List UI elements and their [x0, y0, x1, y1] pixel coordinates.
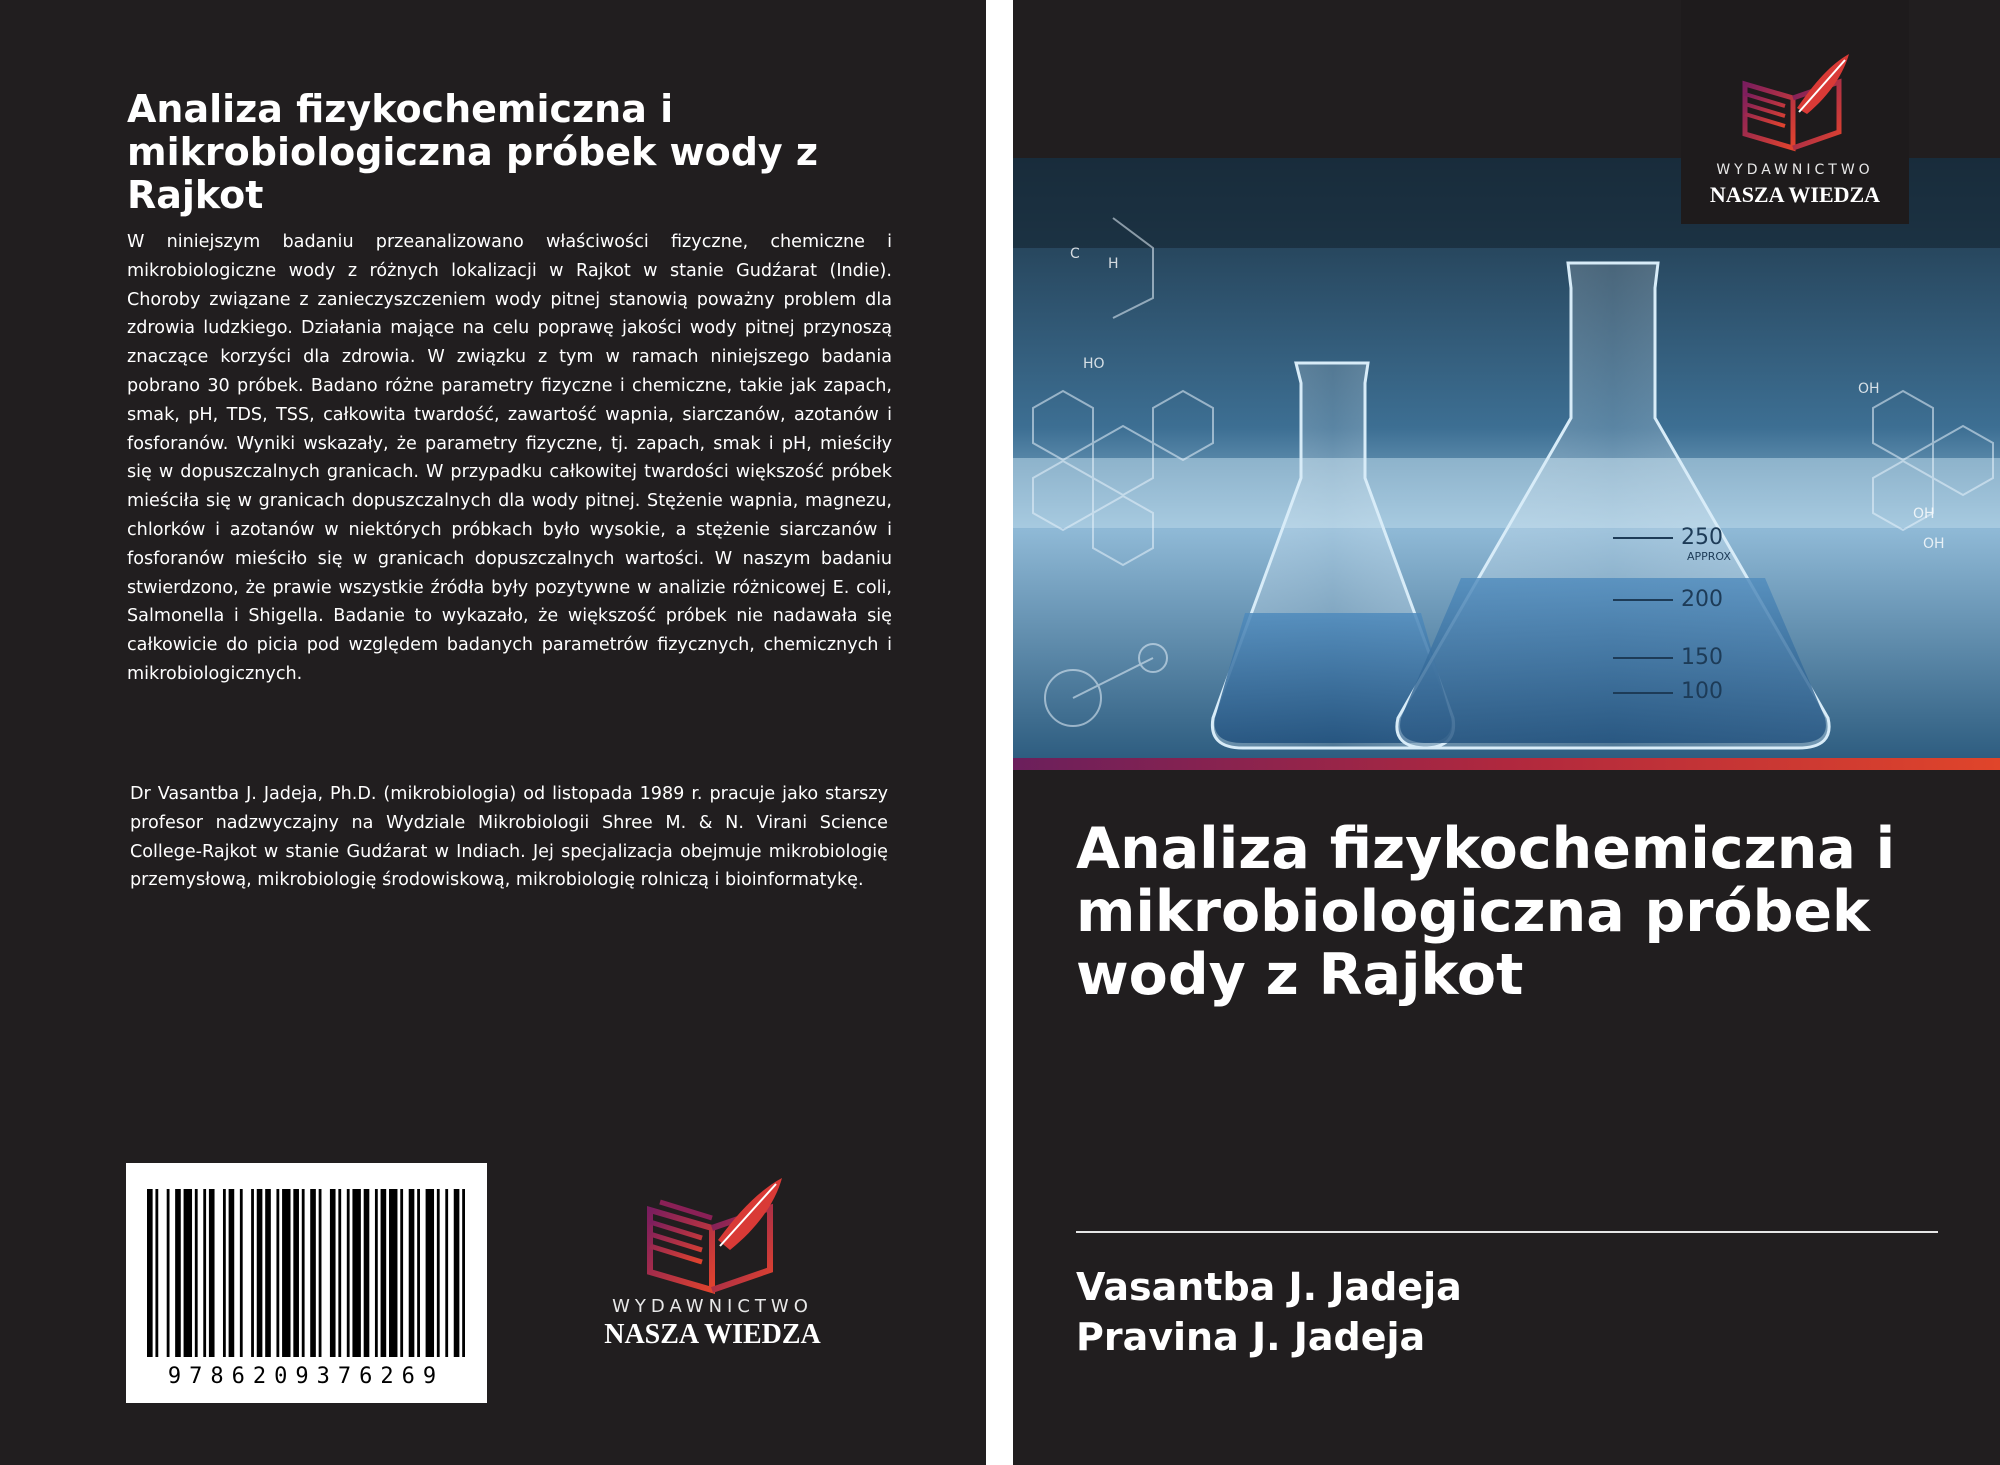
barcode-bar — [167, 1189, 170, 1357]
publisher-name: NASZA WIEDZA — [604, 1319, 821, 1350]
barcode-bar — [147, 1189, 153, 1357]
publisher-small-text: WYDAWNICTWO — [1716, 162, 1874, 178]
barcode-bar — [454, 1189, 460, 1357]
barcode-bar — [338, 1189, 341, 1357]
barcode-bar — [364, 1189, 370, 1357]
barcode-bar — [203, 1189, 206, 1357]
front-cover-title: Analiza fizykochemiczna i mikrobiologiczna próbek wody z Rajkot — [1076, 816, 1896, 1008]
barcode-bars — [147, 1189, 465, 1369]
cover-divider — [986, 0, 1013, 1465]
barcode-bar — [265, 1189, 271, 1357]
flask-mark-approx: APPROX — [1687, 550, 1731, 563]
barcode-bar — [445, 1189, 448, 1357]
barcode-bar — [381, 1189, 387, 1357]
publisher-name: NASZA WIEDZA — [1709, 182, 1881, 207]
flask-mark-250: 250 — [1681, 525, 1723, 550]
barcode-bar — [426, 1189, 434, 1357]
accent-strip — [1013, 758, 2000, 770]
image-label-c: C — [1070, 246, 1080, 262]
flask-mark-200: 200 — [1681, 587, 1723, 612]
back-cover-abstract: W niniejszym badaniu przeanalizowano właściwości fizyczne, chemiczne i mikrobiologiczne wody z różnych lokalizacji w Rajkot w stanie Gudźarat (Indie). Choroby związane z zanieczyszczeniem wody pitnej stanowią poważny problem dla zdrowia ludzkiego. Działania mające na celu poprawę jakości wody pitnej przynoszą znaczące korzyści dla zdrowia. W związku z tym w ramach niniejszego badania pobrano 30 próbek. Badano różne parametry fizyczne i chemiczne, takie jak zapach, smak, pH, TDS, TSS, całkowita twardość, zawartość wapnia, siarczanów, azotanów i fosforanów. Wyniki wskazały, że parametry fizyczne, tj. zapach, smak i pH, mieściły się w dopuszczalnych granicach. W przypadku całkowitej twardości większość próbek mieściła się w granicach dopuszczalnych dla wody pitnej. Stężenie wapnia, magnezu, chlorków i azotanów w niektórych próbkach było wysokie, a stężenie siarczanów i fosforanów mieściło się w granicach dopuszczalnych wartości. W naszym badaniu stwierdzono, że prawie wszystkie źródła były pozytywne w analizie różnicowej E. coli, Salmonella i Shigella. Badanie to wykazało, że większość próbek nie nadawała się całkowicie do picia pod względem badanych parametrów fizycznych, chemicznych i mikrobiologicznych. — [127, 232, 892, 684]
barcode-bar — [251, 1189, 254, 1357]
barcode-bar — [400, 1189, 403, 1357]
barcode-bar — [293, 1189, 299, 1357]
isbn-barcode — [126, 1163, 487, 1403]
author-name: Vasantba J. Jadeja — [1076, 1265, 1462, 1309]
barcode-bar — [240, 1189, 243, 1357]
flask-mark-150: 150 — [1681, 645, 1723, 670]
barcode-bar — [437, 1189, 440, 1357]
barcode-bar — [330, 1189, 336, 1357]
author-name: Pravina J. Jadeja — [1076, 1315, 1426, 1359]
barcode-bar — [310, 1189, 316, 1357]
image-label-h: H — [1108, 256, 1119, 272]
barcode-bar — [223, 1189, 226, 1357]
barcode-bar — [347, 1189, 350, 1357]
barcode-bar — [302, 1189, 305, 1357]
image-label-ho: HO — [1083, 356, 1105, 372]
barcode-bar — [155, 1189, 158, 1357]
image-label-oh-2: OH — [1913, 506, 1935, 522]
barcode-bar — [195, 1189, 198, 1357]
publisher-logo-back — [590, 1170, 835, 1370]
barcode-bar — [389, 1189, 397, 1357]
barcode-bar — [462, 1189, 465, 1357]
isbn-digits: 9786209376269 — [167, 1364, 445, 1389]
book-quill-logo-icon — [590, 1170, 835, 1300]
publisher-small-text: WYDAWNICTWO — [612, 1296, 813, 1317]
title-divider-line — [1076, 1231, 1938, 1233]
barcode-bar — [417, 1189, 420, 1357]
author-list — [1076, 1262, 1462, 1362]
author-bio: Dr Vasantba J. Jadeja, Ph.D. (mikrobiologia) od listopada 1989 r. pracuje jako starszy profesor nadzwyczajny na Wydziale Mikrobiologii Shree M. & N. Virani Science College-Rajkot w stanie Gudźarat w Indiach. Jej specjalizacja obejmuje mikrobiologię przemysłową, mikrobiologię środowiskową, mikrobiologię rolniczą i bioinformatykę. — [130, 784, 888, 891]
barcode-bar — [257, 1189, 263, 1357]
publisher-logo-front — [1681, 48, 1909, 218]
book-quill-logo-icon — [1681, 48, 1909, 158]
barcode-bar — [282, 1189, 290, 1357]
barcode-bar — [352, 1189, 360, 1357]
barcode-bar — [184, 1189, 192, 1357]
barcode-bar — [209, 1189, 215, 1357]
back-cover-title: Analiza fizykochemiczna i mikrobiologiczna próbek wody z Rajkot — [127, 87, 819, 217]
cover-photo-flasks — [1013, 158, 2000, 758]
image-label-oh-3: OH — [1923, 536, 1945, 552]
barcode-bar — [229, 1189, 235, 1357]
barcode-bar — [319, 1189, 322, 1357]
flask-mark-100: 100 — [1681, 679, 1723, 704]
barcode-bar — [409, 1189, 415, 1357]
barcode-bar — [276, 1189, 279, 1357]
barcode-bar — [375, 1189, 378, 1357]
barcode-bar — [175, 1189, 181, 1357]
image-label-oh-1: OH — [1858, 381, 1880, 397]
